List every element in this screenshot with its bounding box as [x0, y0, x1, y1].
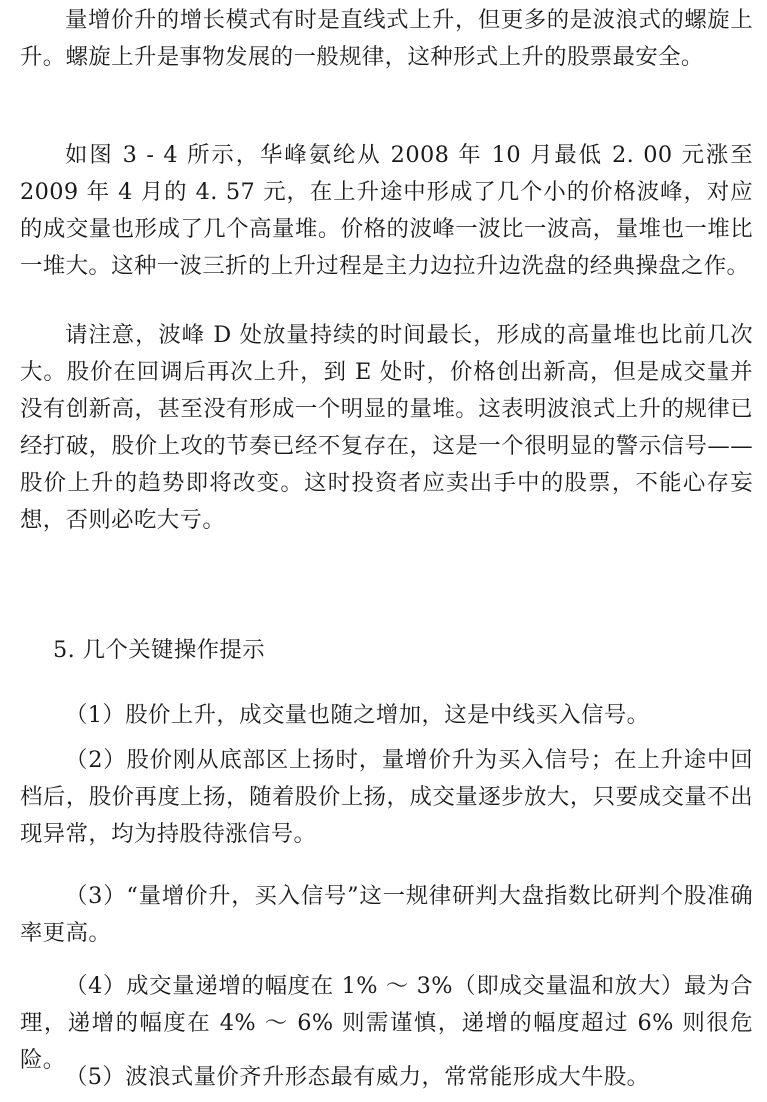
tip-item-2: （2）股价刚从底部区上扬时，量增价升为买入信号；在上升途中回档后，股价再度上扬，随着股价上扬，成交量逐步放大，只要成交量不出现异常，均为持股待涨信号。 — [20, 747, 753, 847]
tip-item-1: （1）股价上升，成交量也随之增加，这是中线买入信号。 — [65, 702, 650, 728]
paragraph-figure-example: 如图 3 - 4 所示，华峰氨纶从 2008 年 10 月最低 2. 00 元涨至 2009 年 4 月的 4. 57 元，在上升途中形成了几个小的价格波峰，对应的成交量也形成了几个高量堆。价格的波峰一波比一波高，量堆也一堆比一堆大。这种一波三折的上升过程是主力边拉升边洗盘的经典操盘之作。 — [20, 142, 753, 279]
tip-item-4: （4）成交量递增的幅度在 1% ～ 3%（即成交量温和放大）最为合理，递增的幅度在 4% ～ 6% 则需谨慎，递增的幅度超过 6% 则很危险。 — [20, 973, 753, 1073]
paragraph-warning-signal: 请注意，波峰 D 处放量持续的时间最长，形成的高量堆也比前几次大。股价在回调后再次上升，到 E 处时，价格创出新高，但是成交量并没有创新高，甚至没有形成一个明显的量堆。这表明波浪式上升的规律已经打破，股价上攻的节奏已经不复存在，这是一个很明显的警示信号——股价上升的趋势即将改变。这时投资者应卖出手中的股票，不能心存妄想，否则必吃大亏。 — [20, 322, 753, 533]
tip-item-3: （3）“量增价升，买入信号”这一规律研判大盘指数比研判个股准确率更高。 — [20, 883, 753, 946]
tip-item-5: （5）波浪式量价齐升形态最有威力，常常能形成大牛股。 — [65, 1064, 650, 1090]
paragraph-spiral-rise: 量增价升的增长模式有时是直线式上升，但更多的是波浪式的螺旋上升。螺旋上升是事物发展的一般规律，这种形式上升的股票最安全。 — [20, 7, 753, 70]
section-heading: 5. 几个关键操作提示 — [53, 637, 266, 663]
